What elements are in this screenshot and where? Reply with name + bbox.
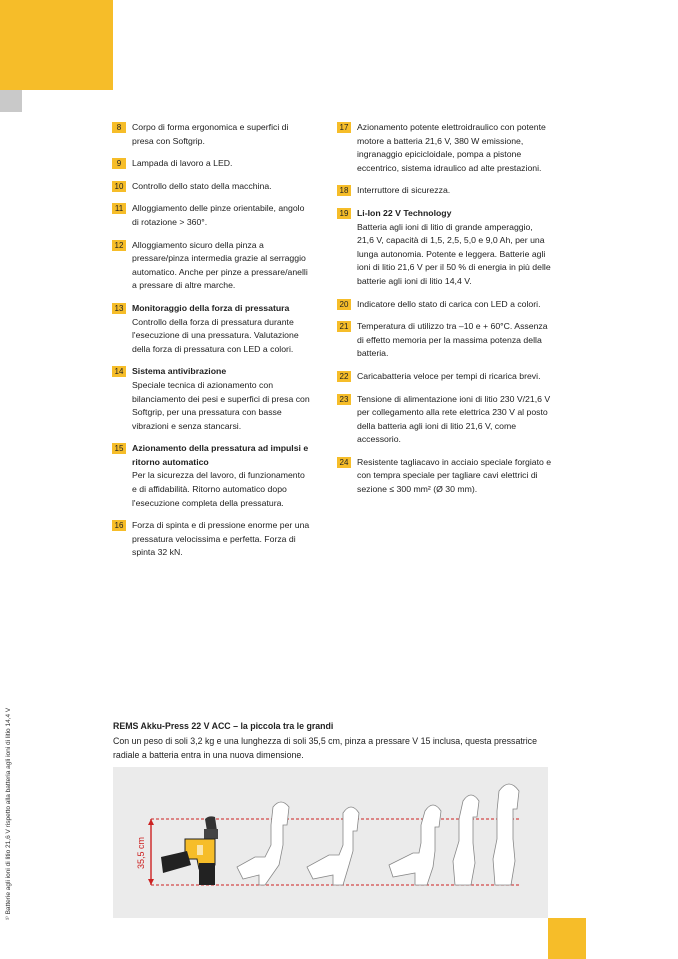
yellow-bottom-block bbox=[548, 918, 586, 959]
feature-item bbox=[112, 442, 312, 510]
feature-text: Tensione di alimentazione ioni di litio 230 V/21,6 V per collegamento alla rete elettrica 230 V al posto della batteria agli ioni di litio 21,6 V, come accessorio. bbox=[357, 393, 551, 445]
feature-item bbox=[112, 302, 312, 356]
intro-title: REMS Akku-Press 22 V ACC – la piccola tra le grandi bbox=[113, 721, 334, 731]
feature-list-right bbox=[337, 121, 552, 506]
feature-number-badge: 18 bbox=[337, 185, 351, 196]
competitor-outlines bbox=[237, 784, 519, 885]
arrow-up-icon bbox=[148, 819, 154, 825]
feature-text: Alloggiamento delle pinze orientabile, angolo di rotazione > 360°. bbox=[132, 203, 305, 227]
feature-item bbox=[337, 121, 552, 175]
arrow-down-icon bbox=[148, 879, 154, 885]
feature-item bbox=[112, 121, 312, 148]
intro-text: Con un peso di soli 3,2 kg e una lunghezza di soli 35,5 cm, pinza a pressare V 15 inclusa, questa pressatrice radiale a batteria entra in una nuova dimensione. bbox=[113, 735, 537, 761]
feature-number-badge: 20 bbox=[337, 299, 351, 310]
feature-item bbox=[112, 239, 312, 293]
feature-text: Indicatore dello stato di carica con LED a colori. bbox=[357, 298, 541, 309]
competitor-outline-4 bbox=[453, 795, 479, 885]
feature-item bbox=[337, 207, 552, 289]
feature-number-badge: 11 bbox=[112, 203, 126, 214]
feature-item bbox=[112, 202, 312, 229]
feature-number-badge: 9 bbox=[112, 158, 126, 169]
feature-text: Azionamento potente elettroidraulico con potente motore a batteria 21,6 V, 380 W emissione, ingranaggio epicicloidale, pompa a pistone eccentrico, sistema idraulico ad alte prestazioni. bbox=[357, 122, 546, 173]
feature-title: Li-Ion 22 V Technology bbox=[357, 207, 452, 218]
side-footnote: ¹⁾ Batterie agli ioni di litio 21,6 V rispetto alla batteria agli ioni di litio 14,4 V bbox=[5, 707, 12, 920]
feature-text: Lampada di lavoro a LED. bbox=[132, 158, 233, 169]
competitor-outline-5 bbox=[493, 784, 519, 885]
feature-number-badge: 21 bbox=[337, 321, 351, 332]
feature-text: Controllo dello stato della macchina. bbox=[132, 180, 272, 191]
feature-number-badge: 12 bbox=[112, 240, 126, 251]
intro-block bbox=[113, 719, 553, 763]
feature-text: Corpo di forma ergonomica e superfici di presa con Softgrip. bbox=[132, 122, 289, 146]
feature-item bbox=[337, 456, 552, 497]
feature-text: Forza di spinta e di pressione enorme per una pressatura velocissima e perfetta. Forza di spinta 32 kN. bbox=[132, 520, 310, 558]
feature-item bbox=[112, 180, 312, 194]
yellow-corner-block bbox=[0, 0, 113, 90]
feature-number-badge: 23 bbox=[337, 394, 351, 405]
feature-number-badge: 8 bbox=[112, 122, 126, 133]
feature-text: Controllo della forza di pressatura durante l'esecuzione di una pressatura. Valutazione della forza di pressatura con LED a colori. bbox=[132, 316, 299, 354]
feature-item bbox=[112, 365, 312, 433]
feature-number-badge: 19 bbox=[337, 208, 351, 219]
feature-number-badge: 17 bbox=[337, 122, 351, 133]
feature-title: Azionamento della pressatura ad impulsi e ritorno automatico bbox=[132, 443, 309, 467]
competitor-outline-3 bbox=[389, 805, 441, 885]
dimension-label: 35,5 cm bbox=[136, 836, 146, 870]
feature-number-badge: 22 bbox=[337, 371, 351, 382]
feature-title: Sistema antivibrazione bbox=[132, 366, 227, 377]
feature-number-badge: 13 bbox=[112, 303, 126, 314]
size-comparison-graphic bbox=[113, 767, 548, 918]
feature-title: Monitoraggio della forza di pressatura bbox=[132, 302, 290, 313]
feature-item bbox=[337, 298, 552, 312]
feature-number-badge: 10 bbox=[112, 181, 126, 192]
feature-item bbox=[337, 320, 552, 361]
feature-item bbox=[112, 519, 312, 560]
feature-text: Temperatura di utilizzo tra –10 e + 60°C. Assenza di effetto memoria per la massima potenza della batteria. bbox=[357, 321, 548, 359]
feature-text: Batteria agli ioni di litio di grande amperaggio, 21,6 V, capacità di 1,5, 2,5, 5,0 e 9,0 Ah, per una lunga autonomia. Potente e leggera. Batterie agli ioni di litio 21,6 V per il 50 % di energia in più delle batterie agli ioni di litio 14,4 V. bbox=[357, 221, 551, 286]
feature-item bbox=[337, 370, 552, 384]
feature-number-badge: 14 bbox=[112, 366, 126, 377]
feature-number-badge: 15 bbox=[112, 443, 126, 454]
feature-text: Interruttore di sicurezza. bbox=[357, 185, 451, 196]
competitor-outline-1 bbox=[237, 802, 289, 885]
feature-text: Per la sicurezza del lavoro, di funzionamento e di affidabilità. Ritorno automatico dopo l'esecuzione completa della pressatura. bbox=[132, 470, 305, 508]
feature-list-left bbox=[112, 121, 312, 569]
feature-text: Speciale tecnica di azionamento con bilanciamento dei pesi e superfici di presa con Softgrip, per una pressatura con basse vibrazioni e senza stancarsi. bbox=[132, 379, 310, 431]
feature-item bbox=[337, 393, 552, 447]
feature-text: Alloggiamento sicuro della pinza a pressare/pinza intermedia grazie al serraggio automatico. Anche per pinze a pressare/anelli a pressare di altre marche. bbox=[132, 239, 308, 291]
rems-tool-image bbox=[161, 816, 218, 885]
feature-item bbox=[112, 157, 312, 171]
feature-number-badge: 16 bbox=[112, 520, 126, 531]
size-comparison-svg bbox=[113, 767, 548, 918]
feature-number-badge: 24 bbox=[337, 457, 351, 468]
feature-text: Caricabatteria veloce per tempi di ricarica brevi. bbox=[357, 370, 541, 381]
grey-square bbox=[0, 90, 22, 112]
feature-item bbox=[337, 184, 552, 198]
feature-text: Resistente tagliacavo in acciaio speciale forgiato e con tempra speciale per tagliare cavi elettrici di sezione ≤ 300 mm² (Ø 30 mm). bbox=[357, 456, 552, 495]
